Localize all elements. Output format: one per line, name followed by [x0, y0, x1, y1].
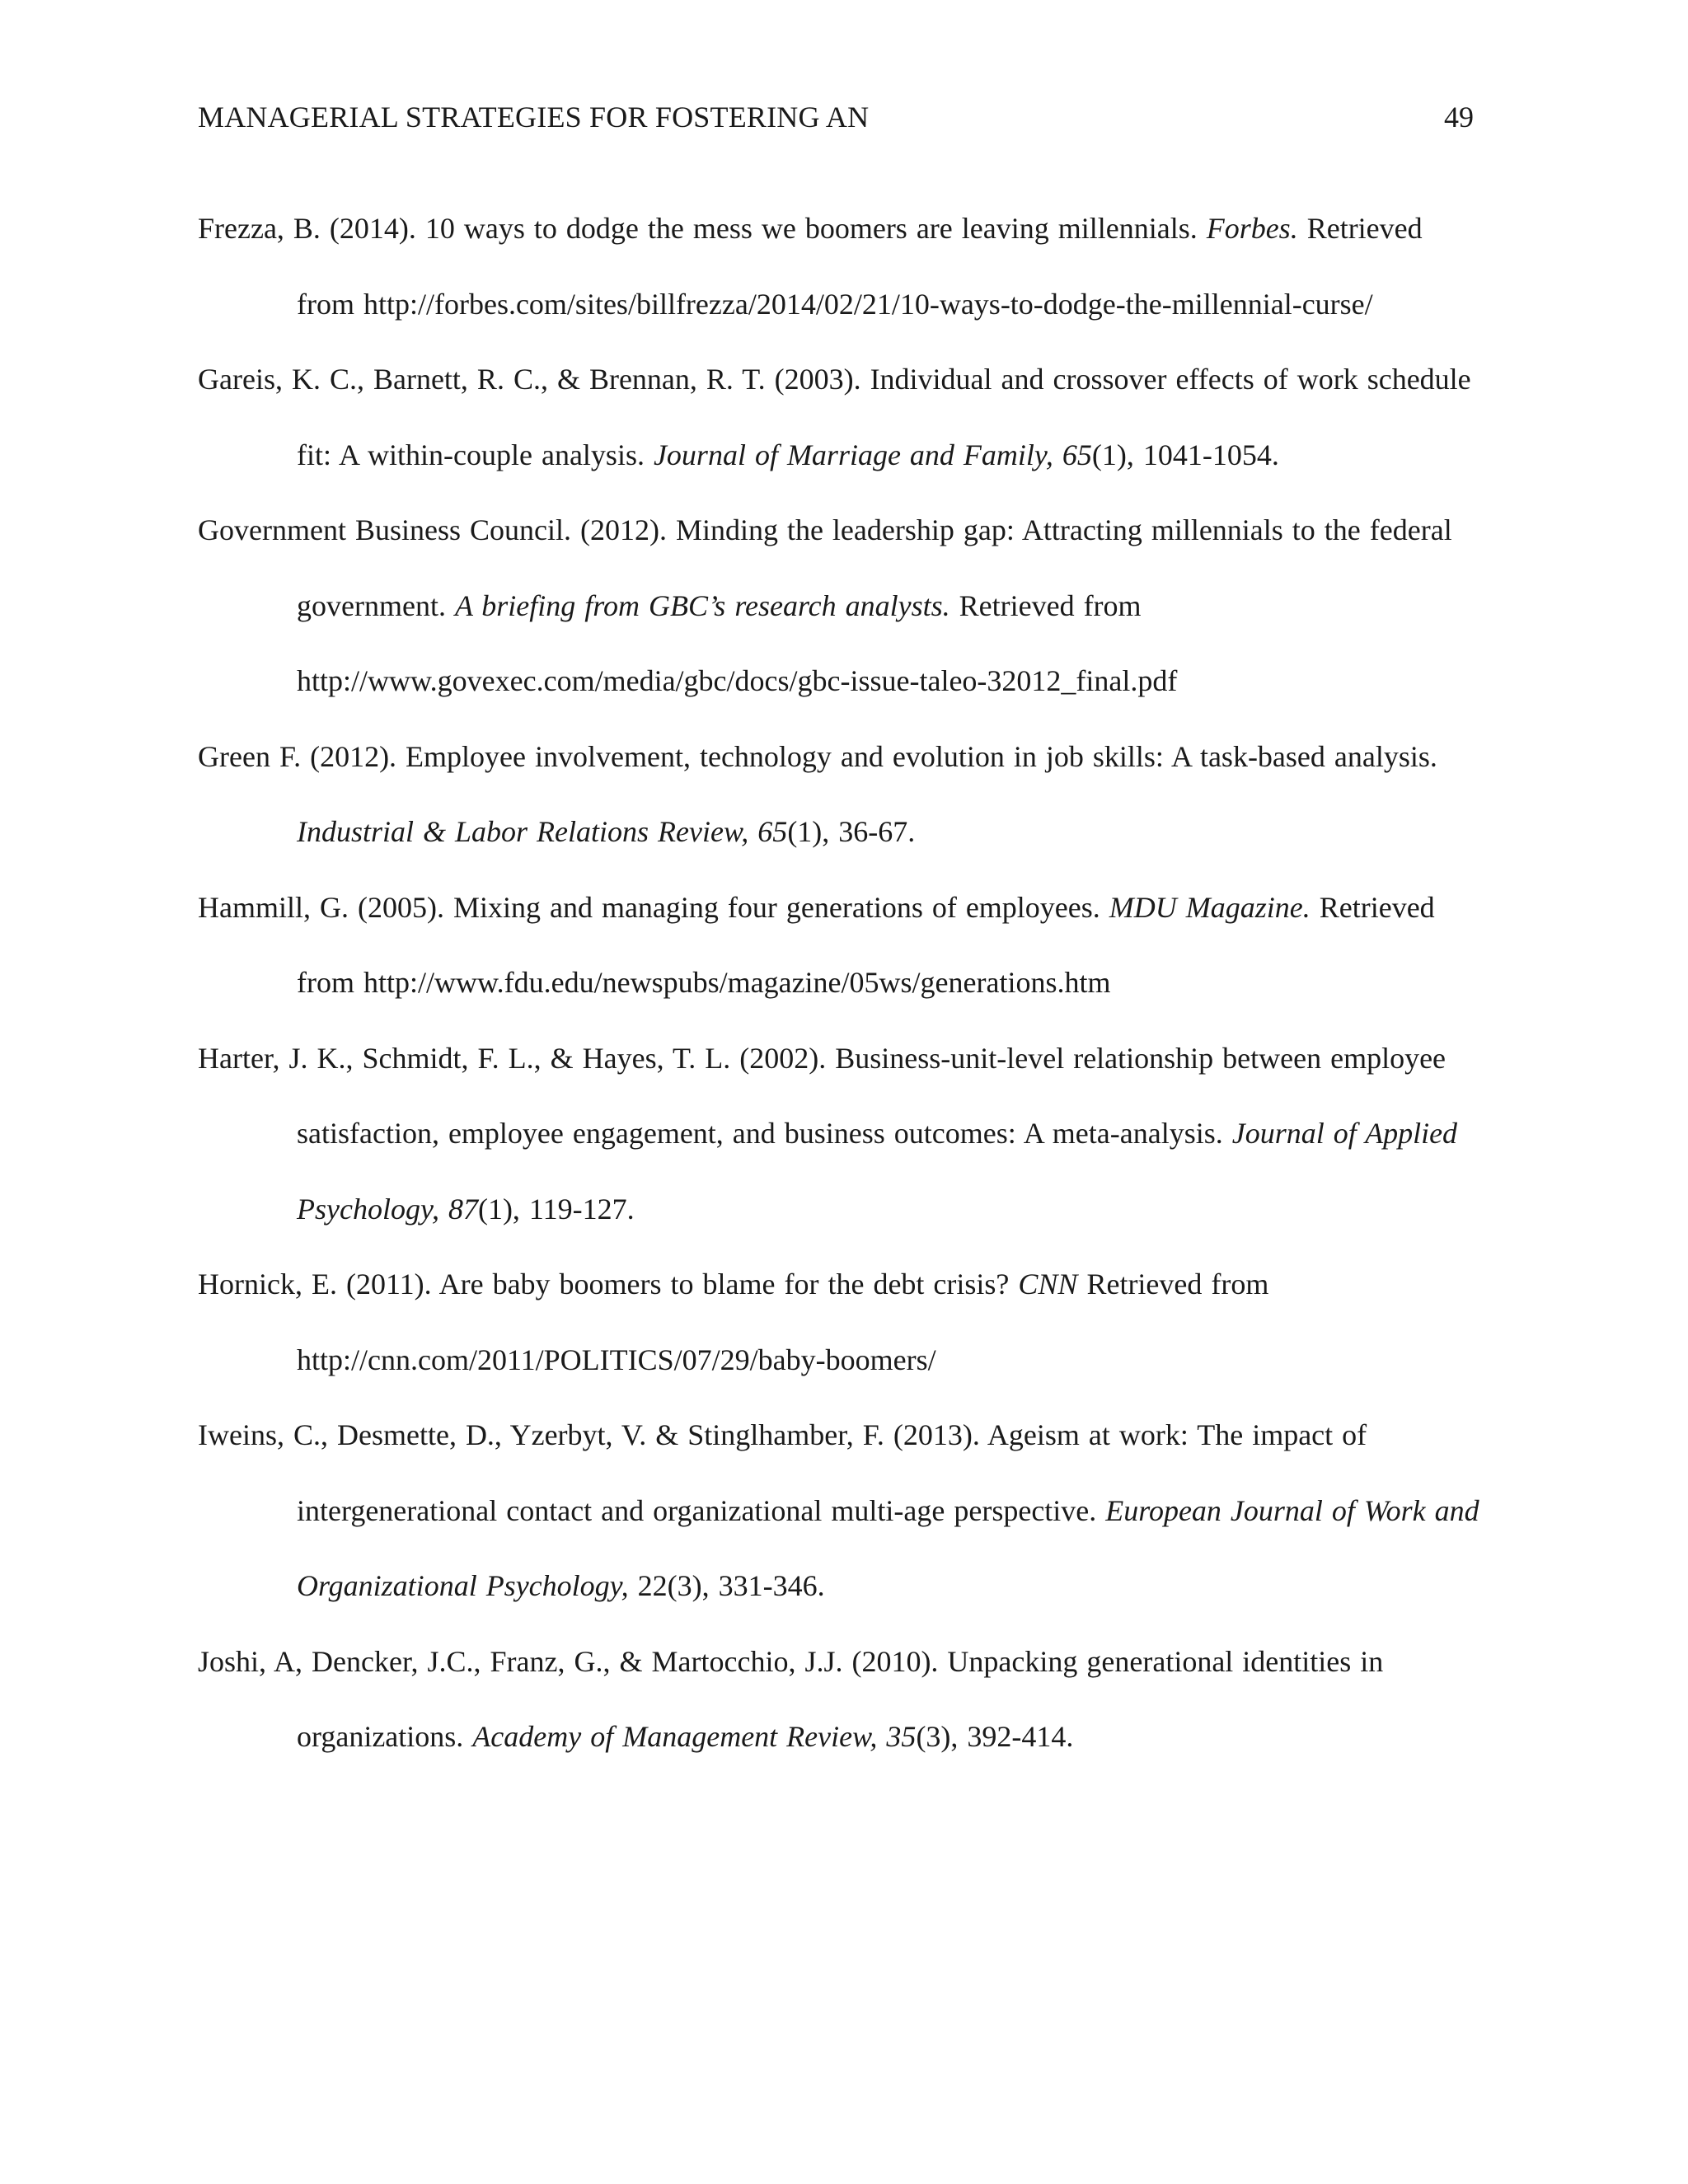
reference-authors-title: Frezza, B. (2014). 10 ways to dodge the mess we boomers are leaving millennials.: [198, 212, 1198, 245]
reference-authors-title: Government Business Council. (2012). Minding the leadership gap: Attracting millennials to the federal government.: [198, 513, 1452, 622]
reference-entry: [198, 719, 1484, 870]
reference-authors-title: Joshi, A, Dencker, J.C., Franz, G., & Martocchio, J.J. (2010). Unpacking generational identities in organizations.: [198, 1644, 1384, 1753]
reference-list: [198, 191, 1484, 1775]
reference-entry: [198, 1398, 1484, 1624]
reference-entry: [198, 342, 1484, 493]
reference-authors-title: Green F. (2012). Employee involvement, technology and evolution in job skills: A task-based analysis.: [198, 739, 1437, 773]
reference-details: (1), 1041-1054.: [1091, 438, 1279, 471]
page-number: 49: [1444, 101, 1474, 134]
reference-details: Retrieved from http://cnn.com/2011/POLITICS/07/29/baby-boomers/: [297, 1268, 1269, 1376]
reference-details: (1), 119-127.: [477, 1192, 635, 1226]
running-head-title: MANAGERIAL STRATEGIES FOR FOSTERING AN: [198, 101, 870, 134]
reference-entry: [198, 191, 1484, 342]
reference-entry: [198, 870, 1484, 1021]
reference-source: A briefing from GBC’s research analysts.: [454, 588, 950, 622]
reference-entry: [198, 493, 1484, 719]
reference-source: Journal of Applied Psychology, 87: [297, 1117, 1458, 1226]
reference-authors-title: Hornick, E. (2011). Are baby boomers to blame for the debt crisis?: [198, 1268, 1010, 1301]
reference-details: Retrieved from http://www.govexec.com/media/gbc/docs/gbc-issue-taleo-32012_final.pdf: [297, 588, 1178, 697]
reference-source: Academy of Management Review, 35: [472, 1720, 917, 1753]
reference-authors-title: Hammill, G. (2005). Mixing and managing four generations of employees.: [198, 890, 1100, 924]
reference-authors-title: Harter, J. K., Schmidt, F. L., & Hayes, T. L. (2002). Business-unit-level relationship between employee satisfaction, employee engagement, and business outcomes: A meta-analysis.: [198, 1041, 1447, 1150]
reference-entry: [198, 1624, 1484, 1775]
reference-details: Retrieved from http://forbes.com/sites/billfrezza/2014/02/21/10-ways-to-dodge-the-millennial-curse/: [297, 212, 1423, 321]
reference-source: Forbes.: [1206, 212, 1298, 245]
reference-details: (1), 36-67.: [787, 815, 916, 848]
reference-authors-title: Gareis, K. C., Barnett, R. C., & Brennan, R. T. (2003). Individual and crossover effects of work schedule fit: A within-couple analysis.: [198, 363, 1471, 471]
running-head: [198, 92, 1474, 142]
reference-source: Industrial & Labor Relations Review, 65: [297, 815, 788, 848]
reference-details: Retrieved from http://www.fdu.edu/newspubs/magazine/05ws/generations.htm: [297, 890, 1435, 999]
reference-entry: [198, 1021, 1484, 1248]
reference-source: Journal of Marriage and Family, 65: [653, 438, 1092, 471]
reference-details: 22(3), 331-346.: [637, 1569, 825, 1602]
reference-entry: [198, 1247, 1484, 1398]
reference-source: MDU Magazine.: [1109, 890, 1311, 924]
reference-source: CNN: [1018, 1268, 1078, 1301]
reference-source: European Journal of Work and Organizational Psychology,: [297, 1493, 1479, 1602]
reference-authors-title: Iweins, C., Desmette, D., Yzerbyt, V. & Stinglhamber, F. (2013). Ageism at work: The impact of intergenerational contact and organizational multi-age perspective.: [198, 1418, 1367, 1527]
reference-details: (3), 392-414.: [916, 1720, 1074, 1753]
